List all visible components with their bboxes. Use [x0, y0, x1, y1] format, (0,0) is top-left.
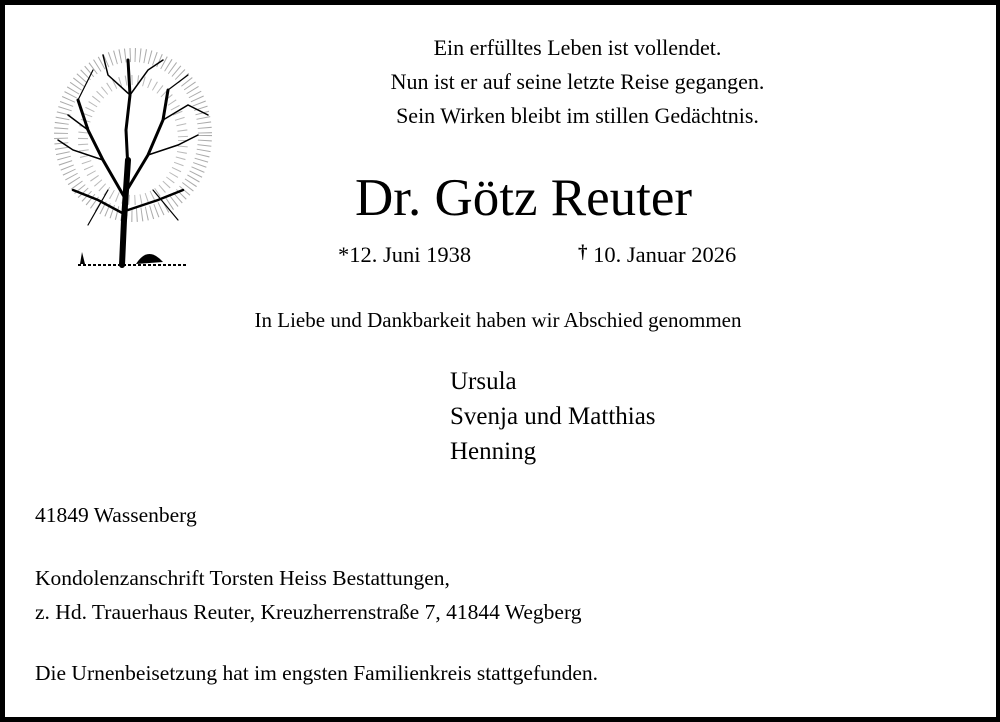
- family-member: Henning: [450, 438, 537, 465]
- family-member: Ursula: [450, 368, 517, 395]
- cross-icon: †: [578, 242, 588, 263]
- birth-date: *12. Juni 1938: [338, 242, 472, 267]
- verse-line-2: Nun ist er auf seine letzte Reise gegangen.: [390, 69, 765, 94]
- death-date: [578, 244, 736, 267]
- condolence-line-2: z. Hd. Trauerhaus Reuter, Kreuzherrenstraße 7, 41844 Wegberg: [35, 600, 582, 624]
- condolence-line-1: Kondolenzanschrift Torsten Heiss Bestattungen,: [35, 566, 450, 590]
- location: 41849 Wassenberg: [35, 503, 197, 527]
- intro-text: In Liebe und Dankbarkeit haben wir Abschied genommen: [254, 308, 742, 332]
- family-member: Svenja und Matthias: [450, 403, 656, 430]
- burial-note: Die Urnenbeisetzung hat im engsten Familienkreis stattgefunden.: [35, 661, 599, 685]
- verse-line-1: Ein erfülltes Leben ist vollendet.: [433, 35, 722, 60]
- death-date-text: 10. Januar 2026: [593, 242, 737, 267]
- verse-line-3: Sein Wirken bleibt im stillen Gedächtnis.: [396, 103, 759, 128]
- deceased-name: Dr. Götz Reuter: [355, 169, 693, 227]
